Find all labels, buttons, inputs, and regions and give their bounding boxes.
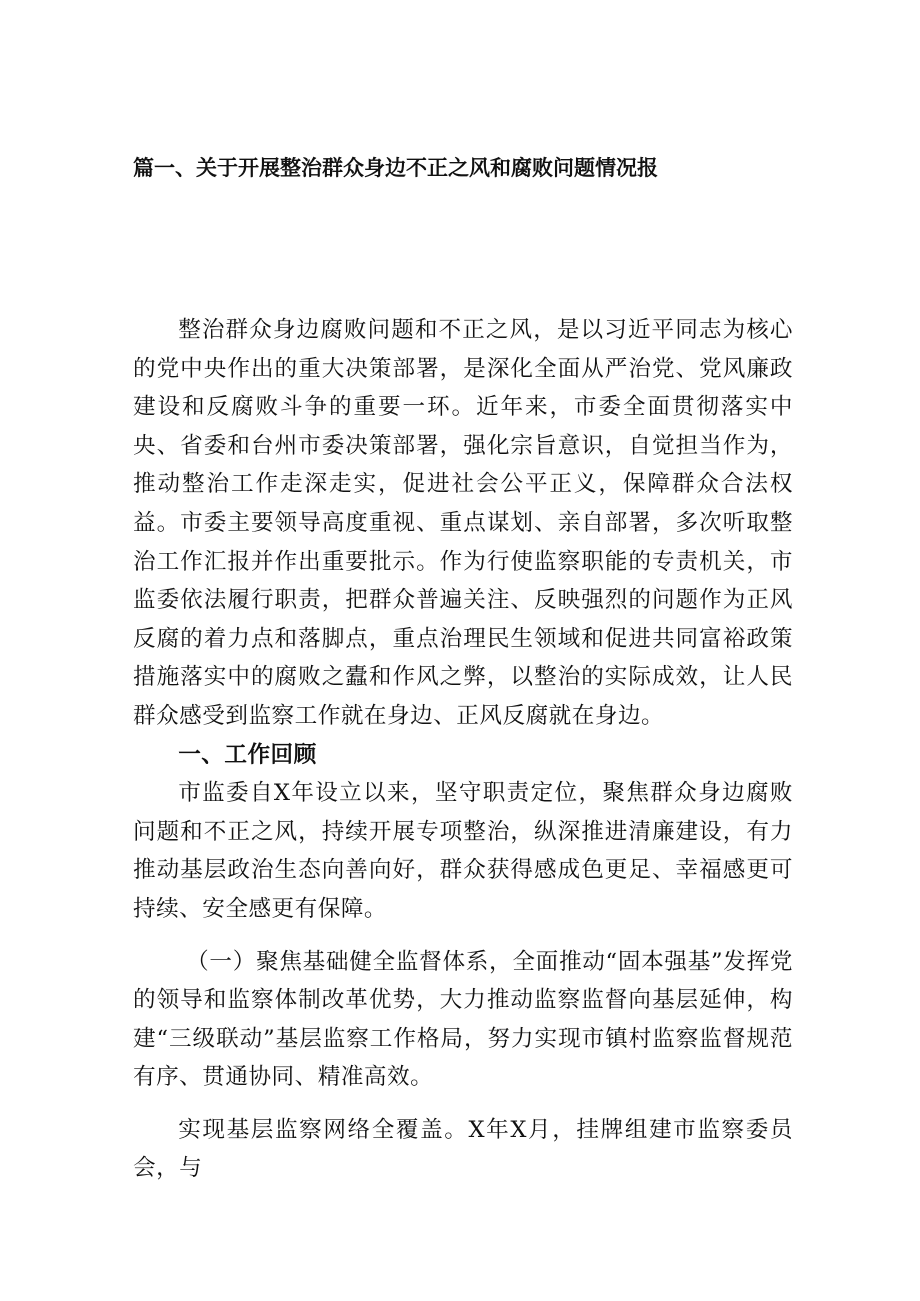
section-heading-work-review: 一、工作回顾 — [178, 741, 317, 768]
document-title: 篇一、关于开展整治群众身边不正之风和腐败问题情况报 — [133, 155, 658, 180]
subsection-one-paragraph: （一）聚焦基础健全监督体系，全面推动“固本强基”发挥党的领导和监察体制改革优势，大力推动监察监督向基层延伸，构建“三级联动”基层监察工作格局，努力实现市镇村监察监督规范有序、贯通协同、精准高效。 — [133, 948, 793, 1091]
intro-paragraph: 整治群众身边腐败问题和不正之风，是以习近平同志为核心的党中央作出的重大决策部署，是深化全面从严治党、党风廉政建设和反腐败斗争的重要一环。近年来，市委全面贯彻落实中央、省委和台州市委决策部署，强化宗旨意识，自觉担当作为，推动整治工作走深走实，促进社会公平正义，保障群众合法权益。市委主要领导高度重视、重点谋划、亲自部署，多次听取整治工作汇报并作出重要批示。作为行使监察职能的专责机关，市监委依法履行职责，把群众普遍关注、反映强烈的问题作为正风反腐的着力点和落脚点，重点治理民生领域和促进共同富裕政策措施落实中的腐败之蠹和作风之弊，以整治的实际成效，让人民群众感受到监察工作就在身边、正风反腐就在身边。 — [133, 317, 793, 729]
document-body — [133, 311, 793, 1188]
work-review-paragraph: 市监委自X年设立以来，坚守职责定位，聚焦群众身边腐败问题和不正之风，持续开展专项整治，纵深推进清廉建设，有力推动基层政治生态向善向好，群众获得感成色更足、幸福感更可持续、安全感更有保障。 — [133, 780, 793, 922]
coverage-paragraph: 实现基层监察网络全覆盖。X年X月，挂牌组建市监察委员会，与 — [133, 1116, 793, 1182]
